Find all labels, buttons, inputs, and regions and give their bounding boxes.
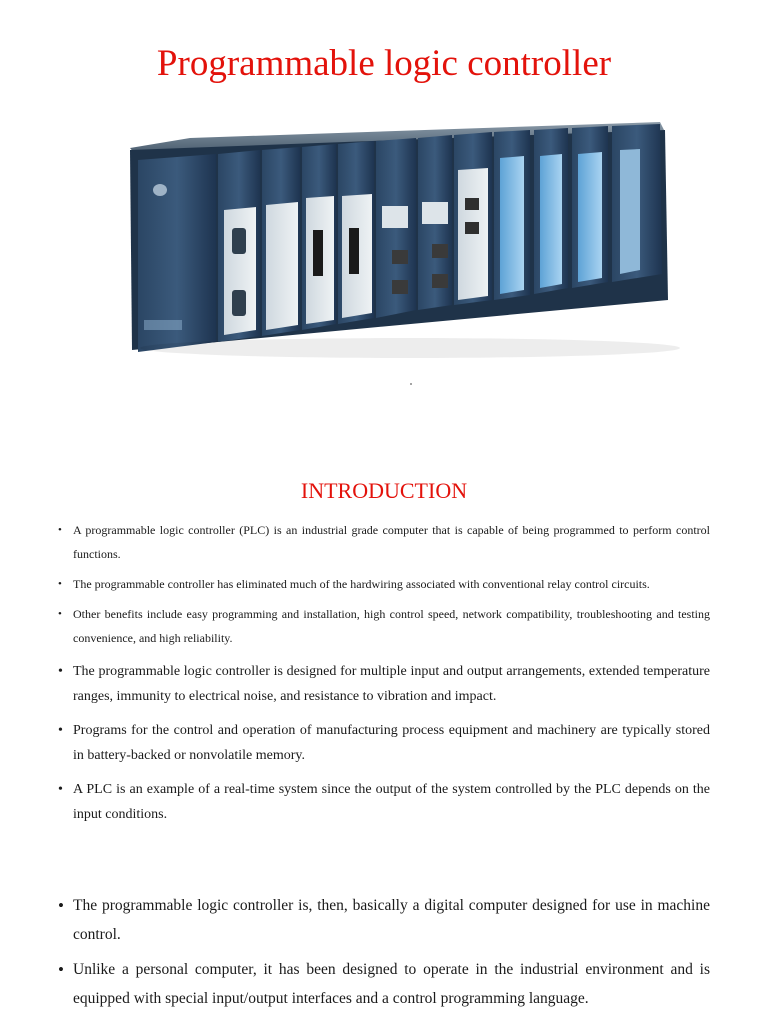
decorative-dot	[410, 383, 412, 385]
list-item: • The programmable logic controller is, then, basically a digital computer designed for use in machine control.	[58, 891, 710, 949]
bullet-list-small	[58, 518, 710, 656]
list-item: • Other benefits include easy programming and installation, high control speed, network compatibility, troubleshooting and testing convenience, and high reliability.	[58, 602, 710, 650]
plc-rack-image	[120, 110, 680, 370]
page-title: Programmable logic controller	[156, 43, 612, 84]
list-item: • Programs for the control and operation of manufacturing process equipment and machinery are typically stored in battery-backed or nonvolatile memory.	[58, 718, 710, 768]
list-item: • Unlike a personal computer, it has been designed to operate in the industrial environment and is equipped with special input/output interfaces and a control programming language.	[58, 955, 710, 1013]
bullet-list-medium	[58, 659, 710, 836]
bullet-list-large	[58, 891, 710, 1019]
list-item: • The programmable controller has eliminated much of the hardwiring associated with conventional relay control circuits.	[58, 572, 710, 596]
list-item: • A programmable logic controller (PLC) is an industrial grade computer that is capable of being programmed to perform control functions.	[58, 518, 710, 566]
list-item: • A PLC is an example of a real-time system since the output of the system controlled by the PLC depends on the input conditions.	[58, 777, 710, 827]
section-heading: INTRODUCTION	[300, 478, 468, 503]
list-item: • The programmable logic controller is designed for multiple input and output arrangements, extended temperature ranges, immunity to electrical noise, and resistance to vibration and impact.	[58, 659, 710, 709]
